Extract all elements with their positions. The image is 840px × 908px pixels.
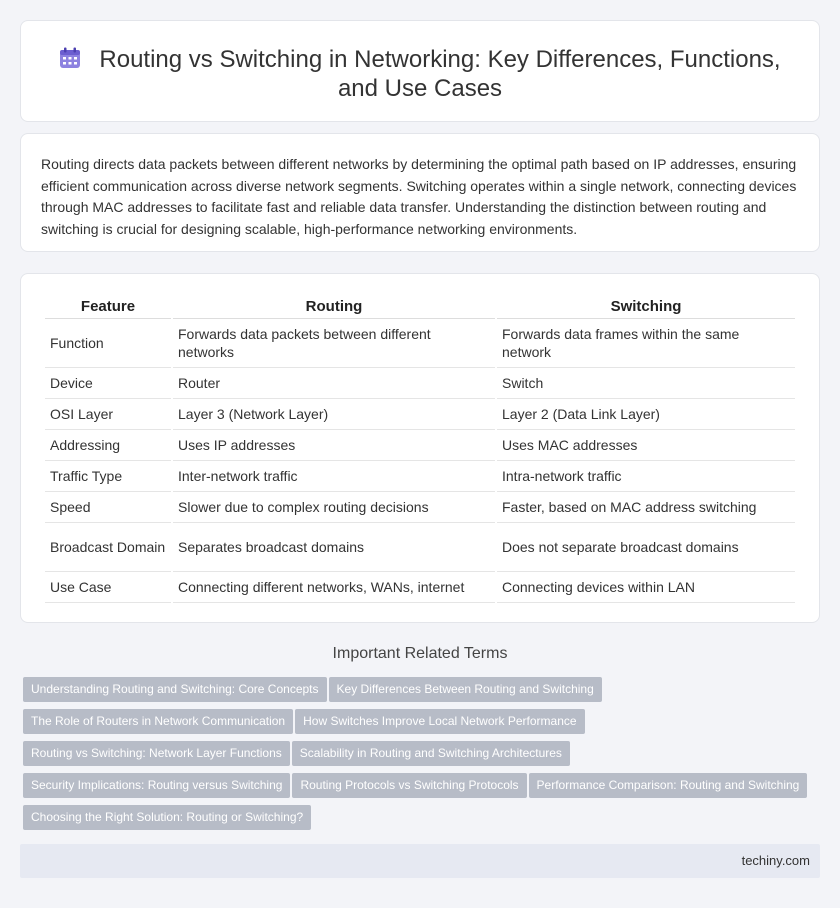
related-term-link[interactable]: Scalability in Routing and Switching Architectures	[292, 741, 570, 766]
cell-routing: Layer 3 (Network Layer)	[173, 399, 495, 430]
cell-routing: Forwards data packets between different networks	[173, 319, 495, 368]
related-term-link[interactable]: Choosing the Right Solution: Routing or Switching?	[23, 805, 311, 830]
related-term-link[interactable]: The Role of Routers in Network Communication	[23, 709, 293, 734]
cell-feature: Addressing	[45, 430, 171, 461]
cell-routing: Separates broadcast domains	[173, 523, 495, 572]
cell-feature: Traffic Type	[45, 461, 171, 492]
cell-switching: Forwards data frames within the same network	[497, 319, 795, 368]
table-header-row	[45, 294, 795, 319]
page-title	[21, 45, 819, 103]
related-term-link[interactable]: Understanding Routing and Switching: Core Concepts	[23, 677, 327, 702]
cell-switching: Uses MAC addresses	[497, 430, 795, 461]
intro-card	[20, 133, 820, 252]
related-term-link[interactable]: Security Implications: Routing versus Switching	[23, 773, 290, 798]
cell-routing: Router	[173, 368, 495, 399]
related-term-link[interactable]: How Switches Improve Local Network Performance	[295, 709, 584, 734]
related-term-link[interactable]: Routing vs Switching: Network Layer Functions	[23, 741, 290, 766]
table-row	[45, 399, 795, 430]
cell-feature: Broadcast Domain	[45, 523, 171, 572]
related-term-link[interactable]: Performance Comparison: Routing and Switching	[529, 773, 808, 798]
cell-feature: Function	[45, 319, 171, 368]
cell-routing: Inter-network traffic	[173, 461, 495, 492]
related-terms-title: Important Related Terms	[332, 645, 508, 662]
cell-switching: Faster, based on MAC address switching	[497, 492, 795, 523]
cell-switching: Layer 2 (Data Link Layer)	[497, 399, 795, 430]
cell-routing: Slower due to complex routing decisions	[173, 492, 495, 523]
comparison-table-card	[20, 273, 820, 623]
related-terms-list	[23, 677, 823, 837]
cell-switching: Does not separate broadcast domains	[497, 523, 795, 572]
cell-switching: Intra-network traffic	[497, 461, 795, 492]
table-row	[45, 572, 795, 603]
table-row	[45, 430, 795, 461]
footer-site-name: techiny.com	[741, 853, 810, 868]
table-row	[45, 492, 795, 523]
intro-paragraph: Routing directs data packets between different networks by determining the optimal path based on IP addresses, ensuring efficient communication across diverse network segments. Switching operates within a single network, connecting devices through MAC addresses to facilitate fast and reliable data transfer. Understanding the distinction between routing and switching is crucial for designing scalable, high-performance networking environments.	[41, 156, 797, 237]
table-row	[45, 523, 795, 572]
footer	[20, 844, 820, 878]
cell-feature: Speed	[45, 492, 171, 523]
cell-feature: Device	[45, 368, 171, 399]
table-row	[45, 319, 795, 368]
header-feature: Feature	[45, 294, 171, 319]
related-term-link[interactable]: Key Differences Between Routing and Switching	[329, 677, 602, 702]
calendar-grid-icon	[59, 47, 81, 69]
header-card	[20, 20, 820, 122]
header-routing: Routing	[173, 294, 495, 319]
header-switching: Switching	[497, 294, 795, 319]
table-row	[45, 461, 795, 492]
comparison-table	[43, 294, 797, 603]
cell-switching: Switch	[497, 368, 795, 399]
page-title-text: Routing vs Switching in Networking: Key Differences, Functions, and Use Cases	[99, 46, 781, 102]
cell-routing: Connecting different networks, WANs, internet	[173, 572, 495, 603]
cell-routing: Uses IP addresses	[173, 430, 495, 461]
related-term-link[interactable]: Routing Protocols vs Switching Protocols	[292, 773, 526, 798]
cell-feature: OSI Layer	[45, 399, 171, 430]
table-row	[45, 368, 795, 399]
cell-feature: Use Case	[45, 572, 171, 603]
cell-switching: Connecting devices within LAN	[497, 572, 795, 603]
